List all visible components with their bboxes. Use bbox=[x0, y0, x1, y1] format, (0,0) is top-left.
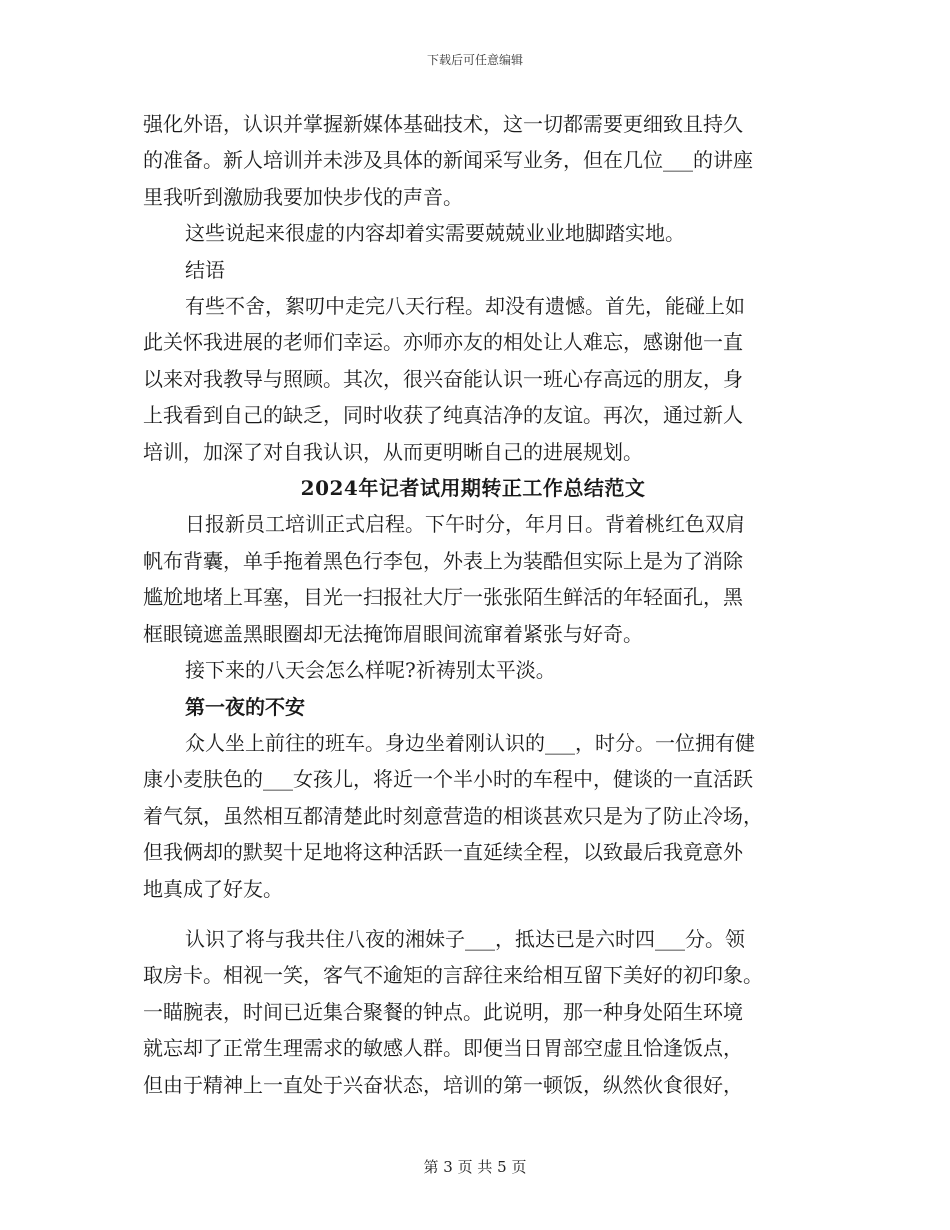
text-line: 接下来的八天会怎么样呢?祈祷别太平淡。 bbox=[185, 658, 556, 683]
text-line: 一瞄腕表，时间已近集合聚餐的钟点。此说明，那一种身处陌生环境 bbox=[143, 999, 743, 1024]
text-line: 日报新员工培训正式启程。下午时分，年月日。背着桃红色双肩 bbox=[185, 512, 745, 537]
text-line: 尴尬地堵上耳塞，目光一扫报社大厅一张张陌生鲜活的年轻面孔，黑 bbox=[143, 585, 743, 610]
document-body bbox=[143, 106, 803, 1103]
text-line: 认识了将与我共住八夜的湘妹子___，抵达已是六时四___分。领 bbox=[185, 926, 745, 951]
page-header: 下载后可任意编辑 bbox=[426, 53, 523, 67]
text-line: 但我俩却的默契十足地将这种活跃一直延续全程，以致最后我竟意外 bbox=[143, 840, 743, 865]
text-line: 此关怀我进展的老师们幸运。亦师亦友的相处让人难忘，感谢他一直 bbox=[143, 330, 743, 355]
text-line: 就忘却了正常生理需求的敏感人群。即便当日胃部空虚且恰逢饭点， bbox=[143, 1036, 743, 1061]
text-line: 培训，加深了对自我认识，从而更明晰自己的进展规划。 bbox=[143, 439, 643, 464]
section-heading: 第一夜的不安 bbox=[185, 694, 305, 719]
text-line: 里我听到激励我要加快步伐的声音。 bbox=[143, 184, 463, 209]
text-line: 众人坐上前往的班车。身边坐着刚认识的___，时分。一位拥有健 bbox=[185, 730, 755, 755]
text-line: 但由于精神上一直处于兴奋状态，培训的第一顿饭，纵然伙食很好， bbox=[143, 1072, 743, 1097]
text-line: 帆布背囊，单手拖着黑色行李包，外表上为装酷但实际上是为了消除 bbox=[143, 548, 743, 573]
text-line: 的准备。新人培训并未涉及具体的新闻采写业务，但在几位___的讲座 bbox=[143, 148, 753, 173]
text-line: 康小麦肤色的___女孩儿，将近一个半小时的车程中，健谈的一直活跃 bbox=[143, 767, 753, 792]
text-line: 地真成了好友。 bbox=[143, 876, 283, 901]
text-line: 以来对我教导与照顾。其次，很兴奋能认识一班心存高远的朋友，身 bbox=[143, 366, 743, 391]
section-heading-conclusion: 结语 bbox=[185, 257, 225, 282]
text-line: 有些不舍，絮叨中走完八天行程。却没有遗憾。首先，能碰上如 bbox=[185, 294, 745, 319]
text-line: 取房卡。相视一笑，客气不逾矩的言辞往来给相互留下美好的初印象。 bbox=[143, 963, 763, 988]
text-line: 框眼镜遮盖黑眼圈却无法掩饰眉眼间流窜着紧张与好奇。 bbox=[143, 621, 643, 646]
document-title: 2024年记者试用期转正工作总结范文 bbox=[300, 476, 646, 501]
text-line: 强化外语，认识并掌握新媒体基础技术，这一切都需要更细致且持久 bbox=[143, 112, 743, 136]
text-line: 这些说起来很虚的内容却着实需要兢兢业业地脚踏实地。 bbox=[185, 221, 685, 246]
text-line: 着气氛，虽然相互都清楚此时刻意营造的相谈甚欢只是为了防止冷场， bbox=[143, 803, 763, 828]
page-footer: 第 3 页 共 5 页 bbox=[423, 1158, 527, 1176]
text-line: 上我看到自己的缺乏，同时收获了纯真洁净的友谊。再次，通过新人 bbox=[143, 403, 743, 428]
